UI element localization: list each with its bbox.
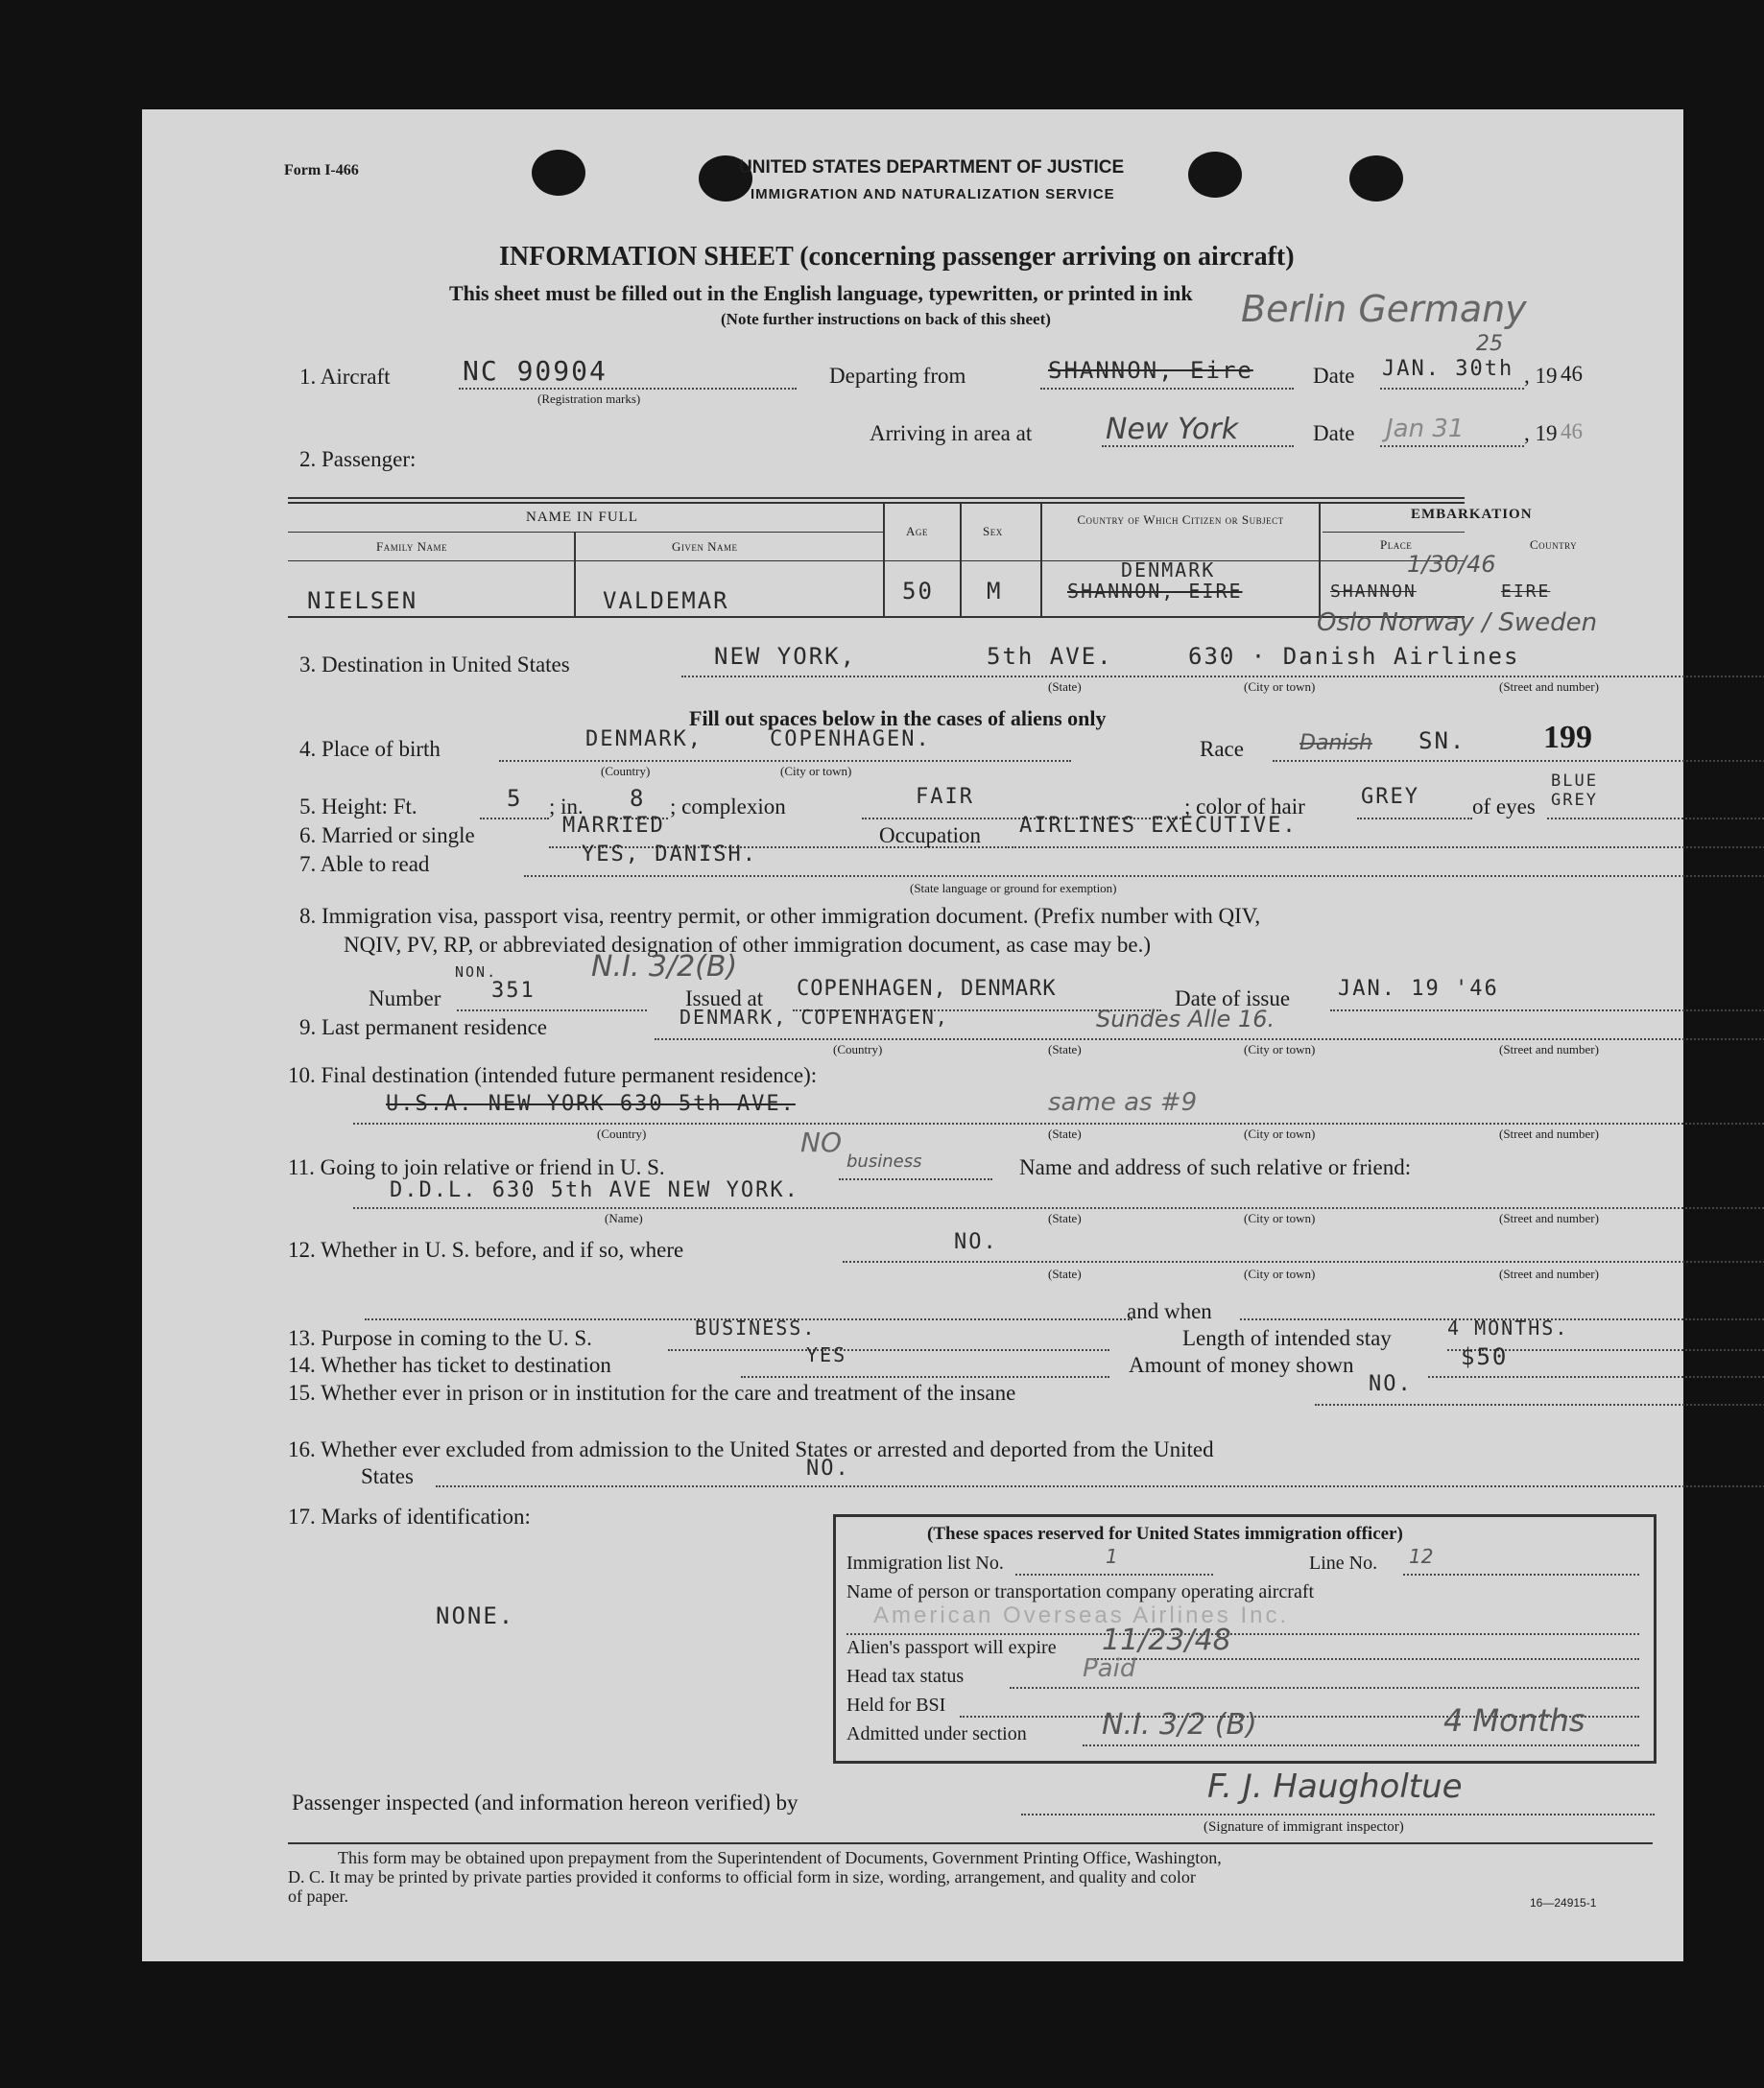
header-place: Place	[1380, 537, 1413, 552]
label-number: Number	[369, 986, 441, 1010]
eyes-line	[1547, 818, 1764, 819]
value-ticket: YES	[806, 1343, 847, 1366]
value-height-ft: 5	[507, 785, 523, 812]
label-place-of-birth: 4. Place of birth	[299, 737, 441, 761]
value-embark-date: 1/30/46	[1407, 551, 1496, 578]
value-residence: DENMARK, COPENHAGEN,	[679, 1006, 949, 1029]
value-given-name: VALDEMAR	[603, 587, 729, 614]
header-given-name: Given Name	[672, 539, 738, 554]
col-divider	[960, 502, 962, 616]
label-occupation: Occupation	[879, 823, 982, 847]
label-destination-us: 3. Destination in United States	[299, 652, 570, 676]
label-arrive-year: , 19	[1524, 421, 1558, 445]
label-final-destination: 10. Final destination (intended future permanent residence):	[288, 1063, 818, 1087]
label-last-residence: 9. Last permanent residence	[299, 1015, 547, 1039]
caption-usb-city: (City or town)	[1244, 1267, 1316, 1281]
value-departing-struck: SHANNON, Eire	[1048, 357, 1253, 384]
value-passport-expire: 11/23/48	[1102, 1624, 1231, 1657]
value-purpose: BUSINESS.	[695, 1317, 817, 1340]
departing-field-line	[1040, 388, 1294, 390]
label-us-before: 12. Whether in U. S. before, and if so, where	[288, 1238, 684, 1262]
value-depart-date-correction: 25	[1476, 332, 1503, 356]
value-embark-country-struck: EIRE	[1501, 581, 1551, 602]
label-aircraft: 1. Aircraft	[299, 365, 391, 389]
label-eyes: of eyes	[1472, 795, 1536, 819]
value-citizen-struck: SHANNON, EIRE	[1067, 580, 1243, 603]
label-married: 6. Married or single	[299, 823, 475, 847]
value-length-stay: 4 MONTHS.	[1447, 1317, 1569, 1340]
col-divider	[1040, 502, 1042, 616]
label-immigration-list: Immigration list No.	[846, 1553, 1004, 1574]
footer-line-3: of paper.	[288, 1886, 348, 1906]
caption-city: (City or town)	[1244, 679, 1316, 694]
value-depart-date: JAN. 30th	[1382, 357, 1514, 381]
value-inspector-signature: F. J. Haugholtue	[1207, 1768, 1463, 1806]
value-immigration-list: 1	[1106, 1545, 1118, 1568]
label-marks: 17. Marks of identification:	[288, 1505, 531, 1529]
value-money: $50	[1461, 1343, 1509, 1370]
caption-res-state: (State)	[1048, 1042, 1082, 1056]
caption-registration: (Registration marks)	[537, 392, 641, 406]
caption-state-language: (State language or ground for exemption)	[910, 881, 1117, 895]
race-field-line	[1273, 760, 1764, 762]
label-race: Race	[1200, 737, 1244, 761]
inspector-signature-line	[1021, 1814, 1655, 1815]
caption-res-street: (Street and number)	[1499, 1042, 1599, 1056]
footer-line-1: This form may be obtained upon prepayment from the Superintendent of Documents, Government Printing Office, Washington,	[338, 1848, 1222, 1867]
header-name-in-full: NAME IN FULL	[526, 510, 638, 525]
label-complexion: ; complexion	[670, 795, 786, 819]
read-line	[524, 875, 1764, 877]
form-number: Form I-466	[284, 162, 359, 178]
label-item8-line1: 8. Immigration visa, passport visa, reentry permit, or other immigration document. (Prefix number with QIV,	[299, 904, 1261, 928]
caption-join-city: (City or town)	[1244, 1211, 1316, 1225]
money-line	[1428, 1376, 1764, 1378]
embark-header-rule	[1323, 532, 1465, 533]
destination-field-line	[681, 676, 1764, 677]
header-embarkation: EMBARKATION	[1411, 507, 1533, 522]
value-marks: NONE.	[436, 1602, 515, 1629]
label-departing: Departing from	[829, 364, 966, 388]
ticket-line	[741, 1376, 1109, 1378]
table-bottom-rule	[288, 616, 1465, 618]
height-ft-line	[480, 818, 549, 819]
label-excluded-line1: 16. Whether ever excluded from admission to the United States or arrested and deported from the United	[288, 1437, 1214, 1461]
caption-res-country: (Country)	[833, 1042, 883, 1056]
value-race-code: 199	[1543, 720, 1592, 755]
label-money: Amount of money shown	[1129, 1353, 1354, 1377]
value-race: SN.	[1418, 727, 1466, 754]
footer-line-2: D. C. It may be printed by private parties provided it conforms to official form in size, wording, arrangement, and quality and color	[288, 1867, 1196, 1886]
caption-usb-state: (State)	[1048, 1267, 1082, 1281]
label-hair: ; color of hair	[1184, 795, 1305, 819]
caption-fd-street: (Street and number)	[1499, 1127, 1599, 1141]
print-code: 16—24915-1	[1530, 1896, 1597, 1910]
prison-line	[1315, 1404, 1764, 1406]
arrive-date-field-line	[1380, 445, 1524, 447]
caption-street: (Street and number)	[1499, 679, 1599, 694]
value-birth-country: DENMARK,	[585, 727, 703, 751]
label-held-bsi: Held for BSI	[846, 1695, 946, 1716]
birth-field-line	[499, 760, 1071, 762]
hair-line	[1357, 818, 1472, 819]
punch-hole	[1188, 152, 1242, 198]
line-no-line	[1403, 1574, 1639, 1576]
value-occupation: AIRLINES EXECUTIVE.	[1019, 814, 1298, 838]
label-prison: 15. Whether ever in prison or in institution for the care and treatment of the insane	[288, 1381, 1016, 1405]
table-header-bottom	[288, 560, 1465, 561]
label-year: , 19	[1524, 364, 1558, 388]
purpose-line	[668, 1349, 1109, 1351]
table-top-rule	[288, 497, 1465, 499]
label-line-no: Line No.	[1309, 1553, 1378, 1574]
value-join-note: business	[846, 1151, 922, 1172]
operator-line	[846, 1633, 1639, 1635]
footer-rule	[288, 1842, 1653, 1844]
label-name-address: Name and address of such relative or friend:	[1019, 1155, 1412, 1179]
officer-box-heading: (These spaces reserved for United States immigration officer)	[927, 1524, 1403, 1544]
value-number-prefix: NON.	[455, 963, 498, 981]
value-embark-new: Oslo Norway / Sweden	[1317, 608, 1598, 637]
us-before-line	[843, 1261, 1764, 1263]
punch-hole	[1349, 155, 1403, 202]
value-excluded: NO.	[806, 1457, 850, 1481]
label-admitted: Admitted under section	[846, 1723, 1027, 1744]
form-sheet	[142, 109, 1683, 1961]
value-complexion: FAIR	[916, 785, 974, 809]
label-and-when: and when	[1127, 1299, 1212, 1323]
label-ticket: 14. Whether has ticket to destination	[288, 1353, 611, 1377]
value-issued-at: COPENHAGEN, DENMARK	[797, 977, 1057, 1001]
value-visa-code: N.I. 3/2(B)	[591, 950, 738, 984]
table-top-rule-2	[288, 502, 1465, 504]
caption-join-name: (Name)	[605, 1211, 643, 1225]
immigration-list-line	[1015, 1574, 1213, 1576]
admitted-line	[1083, 1744, 1639, 1746]
value-eyes: BLUE GREY	[1551, 771, 1598, 810]
value-arriving: New York	[1106, 413, 1239, 446]
value-depart-year: 46	[1561, 362, 1583, 386]
handwritten-departure-correction: Berlin Germany	[1241, 288, 1527, 330]
caption-fd-country: (Country)	[597, 1127, 647, 1141]
number-line	[457, 1009, 647, 1011]
aliens-only-heading: Fill out spaces below in the cases of aliens only	[689, 706, 1107, 730]
residence-line	[655, 1038, 1764, 1040]
join-line	[839, 1178, 992, 1180]
value-prison: NO.	[1369, 1372, 1413, 1396]
value-admitted: N.I. 3/2 (B)	[1102, 1708, 1257, 1742]
header-sex: Sex	[983, 524, 1003, 538]
value-join: NO	[800, 1127, 842, 1158]
label-issued-at: Issued at	[685, 986, 764, 1010]
caption-usb-street: (Street and number)	[1499, 1267, 1599, 1281]
name-header-rule	[288, 532, 883, 533]
value-operator: American Overseas Airlines Inc.	[873, 1602, 1290, 1628]
label-head-tax: Head tax status	[846, 1666, 965, 1687]
caption-state: (State)	[1048, 679, 1082, 694]
form-subtitle: This sheet must be filled out in the English language, typewritten, or printed in ink	[449, 281, 1193, 305]
final-destination-line	[353, 1123, 1764, 1125]
value-sex: M	[987, 578, 1003, 605]
label-height: 5. Height: Ft.	[299, 795, 417, 819]
value-dest-state: NEW YORK,	[714, 643, 857, 670]
head-tax-line	[1010, 1687, 1639, 1689]
value-arrive-year: 46	[1561, 419, 1583, 443]
value-hair: GREY	[1361, 785, 1419, 809]
col-divider	[1319, 502, 1321, 616]
caption-fd-state: (State)	[1048, 1127, 1082, 1141]
date-field-line	[1380, 388, 1524, 390]
service-name: IMMIGRATION AND NATURALIZATION SERVICE	[751, 186, 1115, 202]
department-name: UNITED STATES DEPARTMENT OF JUSTICE	[739, 157, 1125, 178]
header-country: Country	[1530, 537, 1578, 552]
label-able-to-read: 7. Able to read	[299, 852, 430, 876]
value-family-name: NIELSEN	[307, 587, 418, 614]
value-age: 50	[902, 578, 934, 605]
header-citizen-country: Country of Which Citizen or Subject	[1077, 512, 1284, 527]
label-date-of-issue: Date of issue	[1175, 986, 1291, 1010]
label-arrive-date: Date	[1313, 421, 1355, 445]
aircraft-field-line	[459, 388, 797, 390]
value-height-in: 8	[630, 785, 646, 812]
caption-signature: (Signature of immigrant inspector)	[1204, 1819, 1404, 1835]
label-purpose: 13. Purpose in coming to the U. S.	[288, 1326, 592, 1350]
label-passenger: 2. Passenger:	[299, 447, 417, 471]
header-age: Age	[906, 524, 928, 538]
caption-res-city: (City or town)	[1244, 1042, 1316, 1056]
value-birth-city: COPENHAGEN.	[770, 727, 931, 751]
value-us-before: NO.	[954, 1230, 998, 1254]
header-family-name: Family Name	[376, 539, 447, 554]
value-citizen: DENMARK	[1121, 558, 1216, 581]
form-note: (Note further instructions on back of this sheet)	[721, 310, 1051, 328]
label-arriving: Arriving in area at	[870, 421, 1033, 445]
label-item8-line2: NQIV, PV, RP, or abbreviated designation of other immigration document, as case may be.)	[344, 933, 1152, 957]
value-dest-street: 630 · Danish Airlines	[1188, 643, 1520, 670]
col-divider	[883, 502, 885, 616]
caption-birth-city: (City or town)	[780, 764, 852, 778]
form-title: INFORMATION SHEET (concerning passenger arriving on aircraft)	[499, 242, 1295, 272]
excluded-line	[436, 1485, 1764, 1487]
label-inspected: Passenger inspected (and information hereon verified) by	[292, 1791, 799, 1815]
value-issue-date: JAN. 19 '46	[1338, 977, 1499, 1001]
passport-expire-line	[1094, 1658, 1639, 1660]
date-of-issue-line	[1330, 1009, 1764, 1011]
caption-join-state: (State)	[1048, 1211, 1082, 1225]
value-embark-place-struck: SHANNON	[1330, 581, 1417, 602]
value-line-no: 12	[1409, 1545, 1434, 1568]
label-excluded-line2: States	[361, 1464, 414, 1488]
label-operator: Name of person or transportation company operating aircraft	[846, 1581, 1315, 1602]
caption-fd-city: (City or town)	[1244, 1127, 1316, 1141]
label-passport-expire: Alien's passport will expire	[846, 1637, 1057, 1658]
col-divider	[574, 532, 576, 616]
value-join-name: D.D.L. 630 5th AVE NEW YORK.	[390, 1178, 799, 1202]
punch-hole	[532, 150, 585, 196]
occupation-line	[1012, 846, 1764, 848]
label-going-to-join: 11. Going to join relative or friend in U. S.	[288, 1155, 665, 1179]
value-race-struck: Danish	[1299, 731, 1372, 755]
value-read: YES, DANISH.	[582, 842, 757, 866]
join-name-line	[353, 1207, 1764, 1209]
value-aircraft: NC 90904	[463, 355, 608, 387]
value-number: 351	[491, 979, 536, 1003]
value-residence-street: Sundes Alle 16.	[1096, 1006, 1275, 1032]
value-final-destination: U.S.A. NEW YORK 630 5th AVE.	[386, 1092, 796, 1116]
value-arrive-date: Jan 31	[1386, 415, 1465, 443]
value-admitted-period: 4 Months	[1443, 1702, 1585, 1739]
label-inches: ; in.	[549, 795, 584, 819]
label-date: Date	[1313, 364, 1355, 388]
caption-birth-country: (Country)	[601, 764, 651, 778]
label-length-stay: Length of intended stay	[1182, 1326, 1392, 1350]
caption-join-street: (Street and number)	[1499, 1211, 1599, 1225]
value-married: MARRIED	[562, 814, 665, 838]
value-head-tax: Paid	[1083, 1654, 1136, 1683]
value-dest-city: 5th AVE.	[987, 643, 1113, 670]
value-final-destination-note: same as #9	[1048, 1088, 1198, 1117]
